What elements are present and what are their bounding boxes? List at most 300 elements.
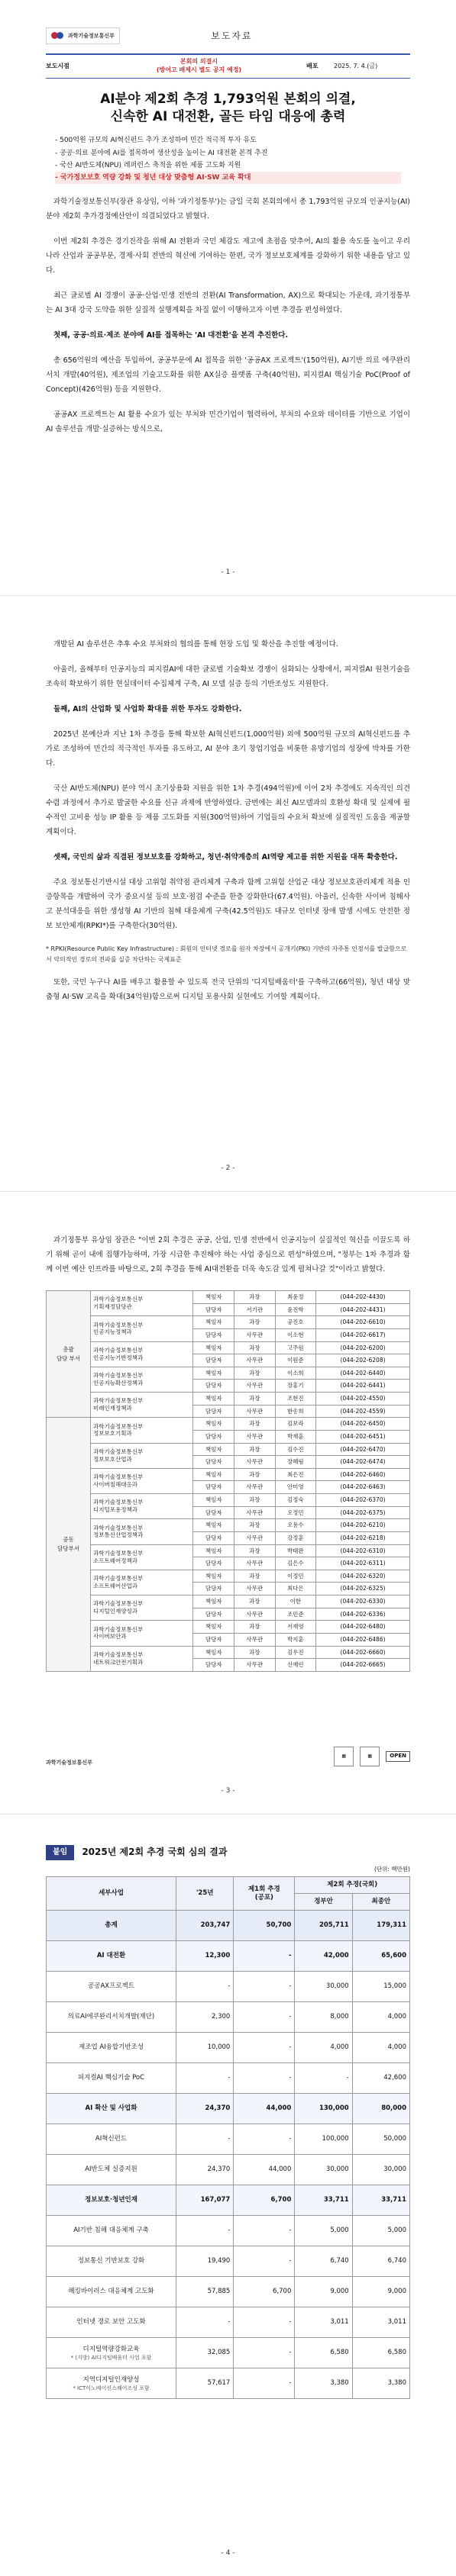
contact-name: 윤진학 (275, 1303, 316, 1316)
contact-phone[interactable]: (044-202-4559) (316, 1405, 410, 1418)
paragraph: 공공AX 프로젝트는 AI 활용 수요가 있는 부처와 민간기업이 협력하여, 부처의 수요와 데이터를 기반으로 기업이 AI 솔루션을 개발·실증하는 방식으로, (46, 411, 410, 434)
contact-name: 이한 (275, 1596, 316, 1608)
budget-req: 30,000 (295, 2155, 352, 2185)
budget-gov: - (234, 2002, 295, 2033)
budget-y25: - (176, 2307, 234, 2338)
budget-program-note: * (지방) AI디지털배움터 사업 포함 (70, 2355, 152, 2362)
contact-name: 김정숙 (275, 1494, 316, 1507)
contact-role: 담당자 (193, 1354, 234, 1367)
col-program: 세부사업 (47, 1877, 176, 1911)
press-header (0, 0, 456, 79)
budget-program (47, 2094, 176, 2124)
paragraph: 최근 글로벌 AI 경쟁이 공공·산업·민생 전반의 전환(AI Transformation, AX)으로 확대되는 가운데, 과기정통부는 AI 3대 강국 도약을 위한 실질적 실행계획을 차질 없이 이행하고자 이번 추경을 편성하였다. (46, 291, 410, 315)
contact-row (47, 1291, 410, 1304)
contact-role: 담당자 (193, 1557, 234, 1570)
contact-title: 사무관 (234, 1430, 276, 1443)
contact-name: 김수진 (275, 1443, 316, 1456)
contact-row (47, 1494, 410, 1507)
contact-role: 책임자 (193, 1596, 234, 1608)
budget-row (47, 2338, 410, 2368)
contact-title: 사무관 (234, 1659, 276, 1672)
budget-req: 3,380 (295, 2368, 352, 2399)
embargo-note: 본회의 의결시 (방어고 배제시 별도 공지 예정) (156, 58, 242, 73)
contact-title: 사무관 (234, 1354, 276, 1367)
budget-y25: - (176, 2063, 234, 2094)
budget-final: 6,740 (352, 2246, 409, 2277)
contact-phone[interactable]: (044-202-6208) (316, 1354, 410, 1367)
contact-role: 책임자 (193, 1494, 234, 1507)
contact-department: 과학기술정보통신부 사이버침해대응과 (91, 1468, 193, 1493)
paragraph: 셋째, 국민의 삶과 직결된 정보보호를 강화하고, 청년·취약계층의 AI역량 제고를 위한 지원을 대폭 확충한다. (53, 853, 398, 861)
contact-phone[interactable]: (044-202-6665) (316, 1659, 410, 1672)
paragraph: 총 656억원의 예산을 투입하여, 공공부문에 AI 접목을 위한 '공공AX 프로젝트'(150억원), AI기반 의료 에쿠완리서치 개발(40억원), 제조업의 기술고도화를 위한 AX실증 플랫폼 구축(40억원), 피지컬AI 핵심기술 PoC(Proof of Concept)(426억원) 등을 지원한다. (46, 356, 410, 394)
budget-program-name: 정보통신 기반보호 강화 (77, 2257, 145, 2265)
ministry-emblem-icon (51, 31, 65, 41)
col-final: 최종안 (352, 1894, 409, 1911)
contact-phone[interactable]: (044-202-6470) (316, 1443, 410, 1456)
budget-program-name: AI 대전환 (96, 1952, 126, 1960)
budget-final: 33,711 (352, 2185, 409, 2216)
contact-phone[interactable]: (044-202-6336) (316, 1608, 410, 1621)
contact-phone[interactable]: (044-202-6325) (316, 1583, 410, 1596)
budget-table (46, 1876, 410, 2399)
contact-name: 고주원 (275, 1341, 316, 1354)
budget-program-name: 해킹바이러스 대응체계 고도화 (68, 2288, 154, 2296)
contact-department: 과학기술정보통신부 소프트웨어정책과 (91, 1544, 193, 1570)
budget-req: 205,711 (295, 1911, 352, 1941)
budget-row (47, 1972, 410, 2002)
footer-ministry: 과학기술정보통신부 (46, 1759, 92, 1766)
contact-phone[interactable]: (044-202-6451) (316, 1430, 410, 1443)
budget-gov: - (234, 2063, 295, 2094)
budget-row (47, 2216, 410, 2246)
budget-req: 33,711 (295, 2185, 352, 2216)
contact-title: 사무관 (234, 1481, 276, 1494)
contact-phone[interactable]: (044-202-6450) (316, 1418, 410, 1431)
appendix-tag: 붙임 (46, 1845, 74, 1860)
contact-role: 책임자 (193, 1544, 234, 1557)
contact-name: 이소희 (275, 1367, 316, 1380)
contact-name: 최은진 (275, 1468, 316, 1481)
budget-gov: - (234, 1972, 295, 2002)
paragraph: 첫째, 공공·의료·제조 분야에 AI를 접목하는 'AI 대전환'을 본격 추진한다. (53, 331, 289, 340)
contact-department: 과학기술정보통신부 디지털인재양성과 (91, 1596, 193, 1621)
contact-name: 조민준 (275, 1608, 316, 1621)
budget-program (47, 2002, 176, 2033)
budget-req: 100,000 (295, 2124, 352, 2155)
budget-y25: - (176, 2216, 234, 2246)
budget-program-name: 인터넷 경로 보안 고도화 (76, 2318, 146, 2326)
contact-title: 과장 (234, 1621, 276, 1634)
contact-title: 과장 (234, 1544, 276, 1557)
contact-title: 과장 (234, 1596, 276, 1608)
budget-final: 65,600 (352, 1941, 409, 1972)
contact-name: 조현진 (275, 1393, 316, 1406)
budget-row (47, 2246, 410, 2277)
contact-row (47, 1544, 410, 1557)
budget-y25: - (176, 2124, 234, 2155)
contact-name: 오용수 (275, 1519, 316, 1532)
contact-role: 담당자 (193, 1328, 234, 1341)
contact-title: 과장 (234, 1341, 276, 1354)
budget-program-name: 제조업 AI융합기반조성 (79, 2043, 144, 2052)
paragraph: 주요 정보통신기반시설 대상 고위험 취약점 관리체계 구축과 함께 고위험 산업군 대상 정보보호관리체계 적용 인증항목을 개발하여 국가 중요시설 등의 보호·점검 수준을 한층 강화한다(67.4억원). 아울러, 신속한 사이버 침해사고 분석대응을 위한 생성형 AI 기반의 침해 대응체계 구축(42.5억원)도 대규모 인터넷 장애 발생 시에도 안전한 정보 보안체계(RPKI*)를 구축한다(30억원). (46, 878, 410, 930)
contact-name: 장홍기 (275, 1380, 316, 1393)
budget-row (47, 2002, 410, 2033)
body-text (46, 1192, 410, 1277)
budget-program (47, 2277, 176, 2307)
budget-program-name: AI 확산 및 사업화 (85, 2104, 137, 2113)
budget-row (47, 2033, 410, 2063)
contact-role: 담당자 (193, 1430, 234, 1443)
contact-phone[interactable]: (044-202-6375) (316, 1506, 410, 1519)
page-4 (0, 1814, 456, 2576)
budget-req: 6,740 (295, 2246, 352, 2277)
budget-final: 42,600 (352, 2063, 409, 2094)
contact-role: 담당자 (193, 1608, 234, 1621)
budget-gov: 44,000 (234, 2094, 295, 2124)
contact-title: 사무관 (234, 1328, 276, 1341)
summary-bullets (55, 134, 401, 184)
budget-y25: 2,300 (176, 2002, 234, 2033)
budget-final: 5,000 (352, 2216, 409, 2246)
contact-phone[interactable]: (044-202-6474) (316, 1456, 410, 1469)
contact-role: 담당자 (193, 1659, 234, 1672)
budget-req: 130,000 (295, 2094, 352, 2124)
contact-phone[interactable]: (044-202-6320) (316, 1570, 410, 1583)
budget-final: 3,380 (352, 2368, 409, 2399)
paragraph: 아울러, 올해부터 인공지능의 피지컬AI에 대한 글로벌 기술확보 경쟁이 심화되는 상황에서, 피지컬AI 원천기술을 조속히 확보하기 위한 현실데이터 수집체계 구축, AI 모델 실증 등의 기반조성도 지원한다. (46, 665, 410, 688)
contact-role: 담당자 (193, 1531, 234, 1544)
paragraph: 또한, 국민 누구나 AI를 배우고 활용할 수 있도록 전국 단위의 '디지털배움터'를 구축하고(66억원), 청년 대상 맞춤형 AI·SW 교육을 확대(34억원)함으로써 디지털 포용사회 실현에도 기여할 계획이다. (46, 978, 410, 1002)
footnote: * RPKI(Resource Public Key Infrastructure) : 회원의 인터넷 경로를 원자 차장에서 공개키(PKI) 기반의 자주통 인정서를 발급함으로서 악의적인 경로의 전파를 실증 차단하는 국제표준 (46, 945, 407, 963)
contact-table (46, 1290, 410, 1672)
contact-title: 과장 (234, 1291, 276, 1304)
budget-program-name: 총계 (105, 1921, 118, 1930)
page-number: - 3 - (221, 1787, 235, 1795)
contact-title: 사무관 (234, 1506, 276, 1519)
budget-program (47, 1972, 176, 2002)
budget-program (47, 1911, 176, 1941)
ministry-name: 과학기술정보통신부 (68, 32, 115, 39)
contact-title: 서기관 (234, 1303, 276, 1316)
contact-phone[interactable]: (044-202-6218) (316, 1531, 410, 1544)
budget-final: 6,580 (352, 2338, 409, 2368)
contact-phone[interactable]: (044-202-6460) (316, 1468, 410, 1481)
budget-gov: - (234, 2246, 295, 2277)
budget-program-name: 공공AX프로젝트 (88, 1982, 134, 1991)
col-2025: '25년 (176, 1877, 234, 1911)
contact-title: 과장 (234, 1494, 276, 1507)
contact-group: 총괄 담당 부서 (47, 1291, 91, 1418)
contact-phone[interactable]: (044-202-6440) (316, 1367, 410, 1380)
summary-bullet: - 500억원 규모의 AI혁신펀드 추가 조성하여 민간 적극적 투자 유도 (55, 137, 257, 145)
contact-title: 사무관 (234, 1456, 276, 1469)
contact-role: 담당자 (193, 1380, 234, 1393)
contact-phone[interactable]: (044-202-6463) (316, 1481, 410, 1494)
col-group-second-supp: 제2회 추경(국회) (295, 1877, 410, 1894)
budget-final: 179,311 (352, 1911, 409, 1941)
budget-program-name: AI반도체 실증지원 (85, 2165, 137, 2174)
qr-code-icon: ▦ (360, 1747, 380, 1766)
page-2 (0, 596, 456, 1191)
contact-name: 신예린 (275, 1659, 316, 1672)
contact-department: 과학기술정보통신부 소프트웨어산업과 (91, 1570, 193, 1595)
budget-program (47, 2185, 176, 2216)
budget-gov: - (234, 2124, 295, 2155)
budget-y25: 57,885 (176, 2277, 234, 2307)
contact-name: 이원준 (275, 1354, 316, 1367)
summary-bullet: - 국가정보보호 역량 강화 및 청년 대상 맞춤형 AI·SW 교육 확대 (55, 172, 401, 184)
budget-row (47, 2368, 410, 2399)
footer-logos (46, 1747, 410, 1766)
contact-role: 책임자 (193, 1341, 234, 1354)
contact-row (47, 1443, 410, 1456)
contact-name: 최다은 (275, 1583, 316, 1596)
contact-name: 이정민 (275, 1570, 316, 1583)
contact-title: 사무관 (234, 1608, 276, 1621)
budget-row (47, 1911, 410, 1941)
contact-name: 안미영 (275, 1481, 316, 1494)
col-gov-proposal: 정부안 (295, 1894, 352, 1911)
contact-phone[interactable]: (044-202-4431) (316, 1303, 410, 1316)
budget-gov: 50,700 (234, 1911, 295, 1941)
contact-row (47, 1367, 410, 1380)
contact-department: 과학기술정보통신부 디지털포용정책과 (91, 1494, 193, 1519)
unit-label: (단위: 백만원) (374, 1865, 410, 1872)
contact-department: 과학기술정보통신부 네트워크안전기획과 (91, 1646, 193, 1671)
budget-gov: - (234, 2368, 295, 2399)
date-label: 배포 (306, 62, 319, 69)
release-label: 보도시점 (46, 62, 70, 69)
body-text (46, 975, 410, 1004)
contact-title: 과장 (234, 1519, 276, 1532)
budget-program-name: 의료AI에쿠완리서치개발(재단) (67, 2013, 155, 2021)
contact-phone[interactable]: (044-202-6617) (316, 1328, 410, 1341)
contact-phone[interactable]: (044-202-6330) (316, 1596, 410, 1608)
budget-program (47, 1941, 176, 1972)
contact-department: 과학기술정보통신부 미래인재정책과 (91, 1393, 193, 1418)
contact-row (47, 1418, 410, 1431)
budget-row (47, 2124, 410, 2155)
contact-title: 과장 (234, 1570, 276, 1583)
col-first-supp: 제1회 추경 (공포) (234, 1877, 295, 1911)
contact-title: 과장 (234, 1418, 276, 1431)
budget-req: 42,000 (295, 1941, 352, 1972)
appendix-title: 2025년 제2회 추경 국회 심의 결과 (82, 1847, 228, 1858)
budget-gov: 6,700 (234, 2185, 295, 2216)
contact-role: 담당자 (193, 1456, 234, 1469)
budget-row (47, 2063, 410, 2094)
budget-req: 3,011 (295, 2307, 352, 2338)
budget-program-name: 지역디지털인재양성 (82, 2375, 140, 2384)
contact-title: 사무관 (234, 1633, 276, 1646)
contact-department: 과학기술정보통신부 기획재정담당관 (91, 1291, 193, 1316)
contact-title: 과장 (234, 1646, 276, 1659)
open-license-badge: OPEN (386, 1751, 410, 1762)
contact-name: 장혜림 (275, 1456, 316, 1469)
budget-y25: - (176, 1972, 234, 2002)
budget-gov: - (234, 2338, 295, 2368)
contact-name: 한송희 (275, 1405, 316, 1418)
paragraph: 과기정통부 유상임 장관은 "이번 2회 추경은 공공, 산업, 민생 전반에서 인공지능이 실질적인 혁신을 이끌도록 하기 위해 곧이 내에 집행가능하며, 가장 시급한 추진해야 하는 사업 중심으로 편성"하였으며, "정부는 1차 추경과 함께 이번 예산 인프라를 바탕으로, 2회 추경을 통해 AI대전환을 더욱 속도감 있게 펼쳐나갈 것"이라고 밝혔다. (46, 1236, 410, 1274)
contact-phone[interactable]: (044-202-6660) (316, 1646, 410, 1659)
page-number: - 1 - (221, 568, 235, 577)
contact-phone[interactable]: (044-202-6311) (316, 1557, 410, 1570)
contact-phone[interactable]: (044-202-4430) (316, 1291, 410, 1304)
contact-row (47, 1646, 410, 1659)
date-value: 2025. 7. 4.(금) (334, 62, 378, 69)
paragraph: 2025년 본예산과 지난 1차 추경을 통해 확보한 AI혁신펀드(1,000억원) 외에 500억원 규모의 AI혁신펀드를 추가로 조성하여 민간의 적극적인 투자를 유도하고, AI 분야 초기 창업기업을 비롯한 유망기업의 성장에 박차를 가한다. (46, 730, 410, 768)
paragraph: 과학기술정보통신부(장관 유상임, 이하 '과기정통부')는 금일 국회 본회의에서 총 1,793억원 규모의 인공지능(AI) 분야 제2회 추가경정예산안이 의결되었다고 밝혔다. (46, 198, 410, 221)
qr-code-icon: ▦ (334, 1747, 354, 1766)
budget-program-note: * ICT이노베이션스퀘어조성 포함 (73, 2385, 150, 2392)
contact-role: 담당자 (193, 1633, 234, 1646)
page-number: - 2 - (221, 1164, 235, 1173)
contact-department: 과학기술정보통신부 정보보호산업과 (91, 1443, 193, 1468)
contact-department: 과학기술정보통신부 인공지능정책과 (91, 1316, 193, 1341)
budget-program (47, 2307, 176, 2338)
contact-role: 책임자 (193, 1646, 234, 1659)
contact-name: 서재영 (275, 1621, 316, 1634)
budget-program (47, 2246, 176, 2277)
page-number: - 4 - (221, 2549, 235, 2558)
budget-program (47, 2124, 176, 2155)
contact-name: 박태완 (275, 1544, 316, 1557)
contact-phone[interactable]: (044-202-6441) (316, 1380, 410, 1393)
paragraph: 둘째, AI의 산업화 및 사업화 확대를 위한 투자도 강화한다. (53, 705, 242, 713)
budget-program-name: 디지털역량강화교육 (82, 2345, 140, 2353)
budget-req: - (295, 2063, 352, 2094)
ministry-logo (46, 27, 120, 44)
contact-title: 과장 (234, 1468, 276, 1481)
budget-y25: 10,000 (176, 2033, 234, 2063)
summary-bullet: - 국산 AI반도체(NPU) 레퍼런스 축적을 위한 제품 고도화 지원 (55, 161, 241, 169)
contact-name: 최윤정 (275, 1291, 316, 1304)
contact-role: 담당자 (193, 1303, 234, 1316)
budget-final: 3,011 (352, 2307, 409, 2338)
budget-program (47, 2338, 176, 2368)
contact-name: 박지훈 (275, 1633, 316, 1646)
release-info-row (46, 53, 410, 79)
budget-gov: - (234, 2216, 295, 2246)
budget-y25: 24,370 (176, 2094, 234, 2124)
budget-final: 50,000 (352, 2124, 409, 2155)
contact-department: 과학기술정보통신부 사이버보안과 (91, 1621, 193, 1646)
budget-program (47, 2368, 176, 2399)
contact-phone[interactable]: (044-202-6480) (316, 1621, 410, 1634)
budget-req: 6,580 (295, 2338, 352, 2368)
contact-title: 사무관 (234, 1405, 276, 1418)
contact-role: 책임자 (193, 1316, 234, 1329)
budget-req: 30,000 (295, 1972, 352, 2002)
budget-gov: - (234, 2307, 295, 2338)
contact-name: 강정훈 (275, 1531, 316, 1544)
summary-bullet: - 공공·의료 분야에 AI를 접목하여 생산성을 높이는 AI 대전환 본격 추진 (55, 149, 268, 157)
contact-role: 책임자 (193, 1570, 234, 1583)
contact-name: 김보라 (275, 1418, 316, 1431)
paragraph: 개발된 AI 솔루션은 추후 수요 부처와의 협의를 통해 현장 도입 및 확산을 추진할 예정이다. (53, 640, 338, 649)
contact-row (47, 1468, 410, 1481)
paragraph: 이번 제2회 추경은 경기진작을 위해 AI 전환과 국민 체감도 제고에 초점을 맞추어, AI의 활용 속도를 높이고 우리나라 산업과 공공부문, 경제·사회 전반의 혁신에 기여하는 한편, 국가 정보보호체계를 강화하기 위한 내용을 담고 있다. (46, 237, 410, 275)
budget-row (47, 2277, 410, 2307)
contact-role: 책임자 (193, 1621, 234, 1634)
page-3 (0, 1192, 456, 1814)
contact-name: 오정민 (275, 1506, 316, 1519)
contact-phone[interactable]: (044-202-6486) (316, 1633, 410, 1646)
budget-y25: 24,370 (176, 2155, 234, 2185)
budget-final: 9,000 (352, 2277, 409, 2307)
contact-role: 담당자 (193, 1481, 234, 1494)
budget-row (47, 2185, 410, 2216)
contact-department: 과학기술정보통신부 정보보호기획과 (91, 1418, 193, 1443)
contact-name: 김우진 (275, 1646, 316, 1659)
contact-title: 사무관 (234, 1583, 276, 1596)
contact-phone[interactable]: (044-202-6370) (316, 1494, 410, 1507)
contact-phone[interactable]: (044-202-4550) (316, 1393, 410, 1406)
budget-program (47, 2063, 176, 2094)
contact-name: 김은수 (275, 1557, 316, 1570)
contact-name: 이소현 (275, 1328, 316, 1341)
budget-program (47, 2033, 176, 2063)
contact-role: 책임자 (193, 1418, 234, 1431)
contact-phone[interactable]: (044-202-6610) (316, 1316, 410, 1329)
contact-role: 책임자 (193, 1519, 234, 1532)
budget-program (47, 2155, 176, 2185)
contact-group: 공동 담당부서 (47, 1418, 91, 1672)
budget-req: 9,000 (295, 2277, 352, 2307)
budget-program-name: 피지컬AI 핵심기술 PoC (77, 2074, 145, 2082)
budget-program-name: 정보보호·청년인재 (85, 2196, 137, 2204)
contact-title: 사무관 (234, 1380, 276, 1393)
contact-name: 박재훈 (275, 1430, 316, 1443)
contact-phone[interactable]: (044-202-6210) (316, 1519, 410, 1532)
contact-name: 공진호 (275, 1316, 316, 1329)
budget-y25: 12,300 (176, 1941, 234, 1972)
budget-req: 8,000 (295, 2002, 352, 2033)
contact-row (47, 1570, 410, 1583)
budget-req: 5,000 (295, 2216, 352, 2246)
page-title: AI분야 제2회 추경 1,793억원 본회의 의결, 신속한 AI 대전환, 골든 타임 대응에 총력 (100, 91, 356, 124)
budget-program-name: AI혁신펀드 (95, 2135, 128, 2143)
budget-row (47, 2155, 410, 2185)
contact-title: 과장 (234, 1316, 276, 1329)
budget-gov: 44,000 (234, 2155, 295, 2185)
contact-phone[interactable]: (044-202-6310) (316, 1544, 410, 1557)
page-1 (0, 0, 456, 595)
budget-row (47, 2094, 410, 2124)
contact-title: 과장 (234, 1367, 276, 1380)
contact-phone[interactable]: (044-202-6200) (316, 1341, 410, 1354)
budget-final: 4,000 (352, 2002, 409, 2033)
budget-y25: 203,747 (176, 1911, 234, 1941)
budget-req: 4,000 (295, 2033, 352, 2063)
budget-y25: 167,077 (176, 2185, 234, 2216)
contact-role: 책임자 (193, 1393, 234, 1406)
budget-program-name: AI기반 침해 대응체계 구축 (73, 2227, 149, 2235)
contact-row (47, 1316, 410, 1329)
body-text (46, 195, 410, 436)
contact-row (47, 1519, 410, 1532)
contact-title: 과장 (234, 1393, 276, 1406)
paragraph: 국산 AI반도체(NPU) 분야 역시 초기상용화 지원을 위한 1차 추경(494억원)에 이어 2차 추경에도 지속적인 의견수렴 과정에서 추가로 발굴한 수요를 신규 과제에 반영하였다. 금번에는 최신 AI모델과의 호환성 확대 및 실제에 필수적인 고비용 성능 IP 활용 등 제품 고도화를 지원(300억원)하여 기업들의 수요처 확보에 실질적인 도움을 제공할 계획이다. (46, 784, 410, 836)
budget-y25: 19,490 (176, 2246, 234, 2277)
contact-role: 책임자 (193, 1291, 234, 1304)
press-label: 보도자료 (211, 30, 253, 41)
contact-title: 사무관 (234, 1557, 276, 1570)
budget-gov: - (234, 2033, 295, 2063)
contact-title: 사무관 (234, 1531, 276, 1544)
